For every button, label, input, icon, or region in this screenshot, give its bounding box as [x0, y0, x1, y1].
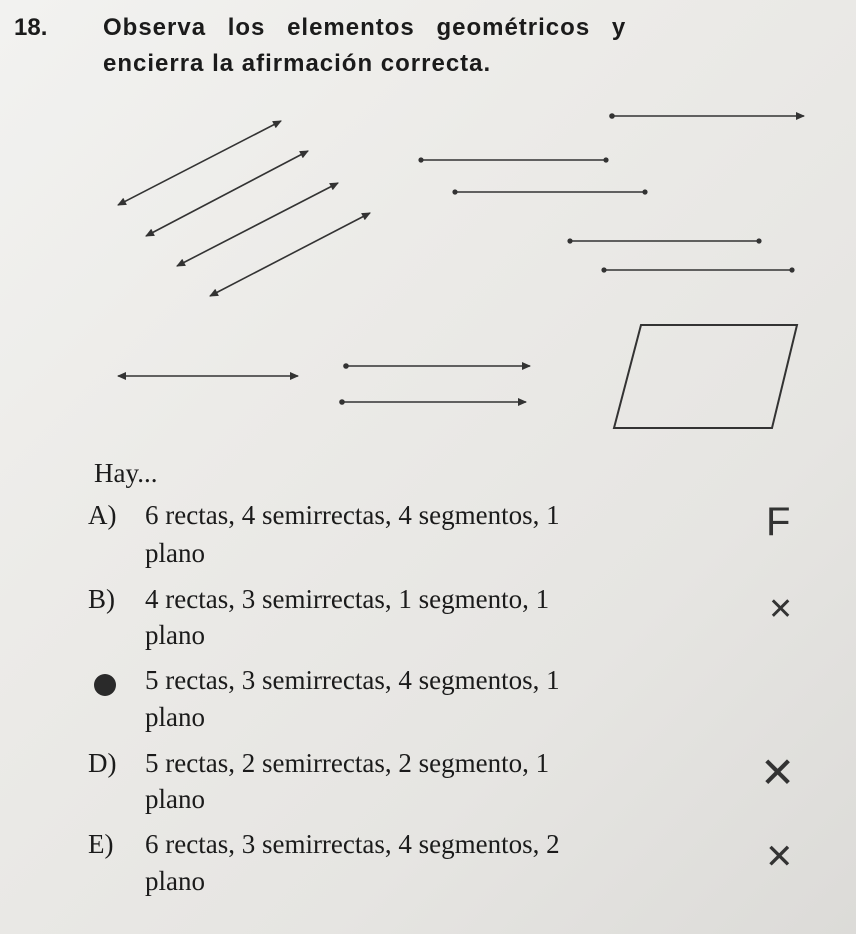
segment-endpoint-dot — [756, 238, 761, 243]
segment-endpoint-dot — [452, 189, 457, 194]
recta-2 — [146, 151, 308, 236]
option-e-text[interactable]: 6 rectas, 3 semirrectas, 4 segmentos, 2 — [145, 829, 560, 859]
question-text-line1: Observa los elementos geométricos y — [103, 14, 627, 41]
recta-3 — [177, 183, 338, 266]
option-a-letter[interactable]: A) — [88, 500, 117, 530]
recta-1 — [118, 121, 281, 205]
option-a-handwritten-mark: F — [766, 500, 791, 544]
segment-endpoint-dot — [603, 157, 608, 162]
option-b-cross-mark: ✕ — [768, 593, 794, 626]
option-d-letter[interactable]: D) — [88, 748, 117, 778]
recta-4 — [210, 213, 370, 296]
question-number: 18. — [14, 14, 48, 41]
option-b-text-line2[interactable]: plano — [145, 620, 205, 650]
ray-origin-dot — [343, 363, 349, 369]
option-a-text-line2[interactable]: plano — [145, 538, 205, 568]
option-e-cross-mark: ✕ — [765, 838, 794, 876]
option-c-selected-circle[interactable] — [94, 674, 116, 696]
option-e-letter[interactable]: E) — [88, 829, 114, 859]
segment-endpoint-dot — [789, 267, 794, 272]
segment-endpoint-dot — [642, 189, 647, 194]
option-b-letter[interactable]: B) — [88, 584, 115, 614]
option-e-text-line2[interactable]: plano — [145, 866, 205, 896]
question-text-line2: encierra la afirmación correcta. — [103, 50, 492, 77]
option-a-text[interactable]: 6 rectas, 4 semirrectas, 4 segmentos, 1 — [145, 500, 560, 530]
segment-endpoint-dot — [567, 238, 572, 243]
segment-endpoint-dot — [418, 157, 423, 162]
segment-endpoint-dot — [601, 267, 606, 272]
prompt-text: Hay... — [94, 458, 158, 488]
option-b-text[interactable]: 4 rectas, 3 semirrectas, 1 segmento, 1 — [145, 584, 550, 614]
plano — [614, 325, 797, 428]
option-c-text[interactable]: 5 rectas, 3 semirrectas, 4 segmentos, 1 — [145, 665, 560, 695]
option-d-text-line2[interactable]: plano — [145, 784, 205, 814]
option-d-cross-mark: ✕ — [760, 749, 796, 796]
geometric-figures — [0, 0, 856, 450]
ray-origin-dot — [339, 399, 345, 405]
option-d-text[interactable]: 5 rectas, 2 semirrectas, 2 segmento, 1 — [145, 748, 550, 778]
ray-origin-dot — [609, 113, 615, 119]
option-c-text-line2[interactable]: plano — [145, 702, 205, 732]
